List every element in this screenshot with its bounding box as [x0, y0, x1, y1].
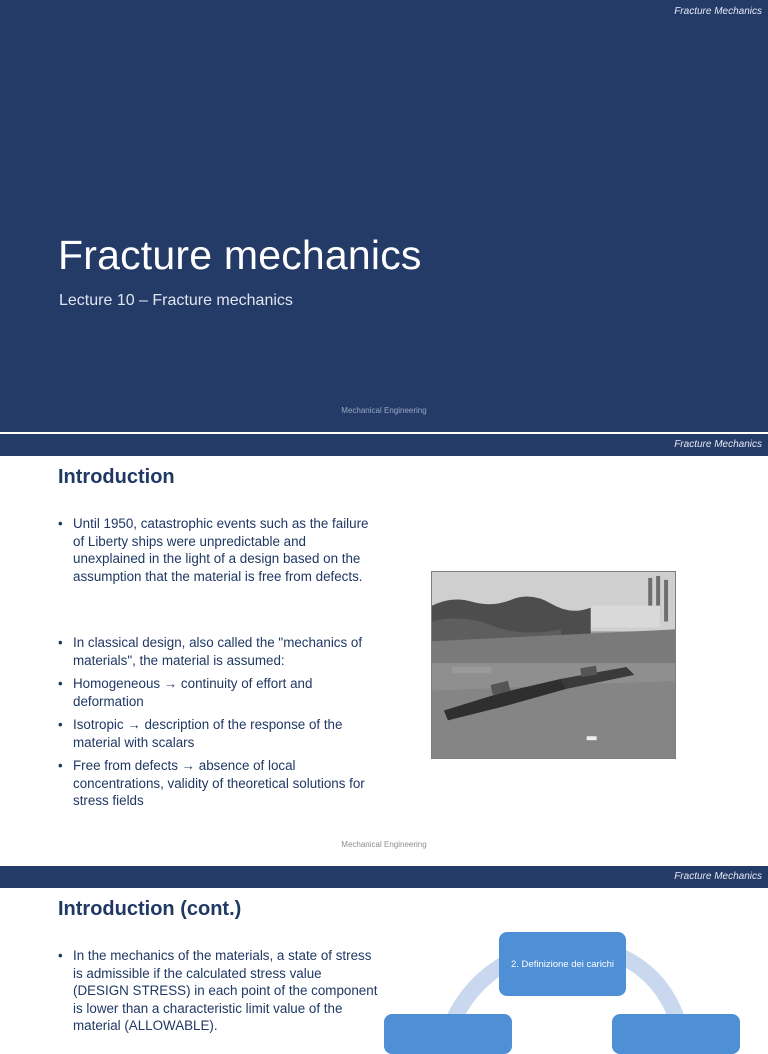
introduction-slide	[0, 434, 768, 866]
slide-heading: Introduction	[58, 466, 175, 488]
bullet-list	[58, 947, 378, 1035]
slide-footer: Mechanical Engineering	[341, 406, 427, 415]
bullet-item: • Homogeneous → continuity of effort and deformation	[58, 675, 376, 710]
diagram-box-right	[612, 1014, 740, 1054]
slide-header-label: Fracture Mechanics	[674, 6, 762, 17]
slide-title: Fracture mechanics	[58, 232, 422, 278]
title-slide	[0, 0, 768, 432]
bullet-item: • In the mechanics of the materials, a state of stress is admissible if the calculated stress value (DESIGN STRESS) in each point of the component is lower than a characteristic limit value of the material (ALLOWABLE).	[58, 947, 378, 1035]
bullet-item: • Until 1950, catastrophic events such as the failure of Liberty ships were unpredictable and unexplained in the light of a design based on the assumption that the material is free from defects.	[58, 515, 376, 585]
diagram-box-load-definition: 2. Definizione dei carichi	[499, 932, 626, 996]
slide-heading: Introduction (cont.)	[58, 898, 242, 920]
slide-subtitle: Lecture 10 – Fracture mechanics	[59, 292, 293, 309]
liberty-ship-photo	[431, 571, 676, 759]
bullet-list-intro	[58, 515, 376, 585]
bullet-item: • Free from defects → absence of local concentrations, validity of theoretical solutions for stress fields	[58, 757, 376, 810]
slide-header-label: Fracture Mechanics	[674, 871, 762, 882]
bullet-item: • Isotropic → description of the response of the material with scalars	[58, 716, 376, 751]
introduction-cont-slide	[0, 866, 768, 1033]
bullet-list-main	[58, 634, 376, 816]
slide-footer: Mechanical Engineering	[341, 840, 427, 849]
slide-header-bar	[0, 866, 768, 888]
diagram-box-left	[384, 1014, 512, 1054]
photo-illustration	[432, 572, 675, 758]
bullet-item: • In classical design, also called the "mechanics of materials", the material is assumed:	[58, 634, 376, 669]
slide-header-bar	[0, 434, 768, 456]
slide-header-label: Fracture Mechanics	[674, 439, 762, 450]
design-cycle-diagram	[380, 928, 768, 1038]
